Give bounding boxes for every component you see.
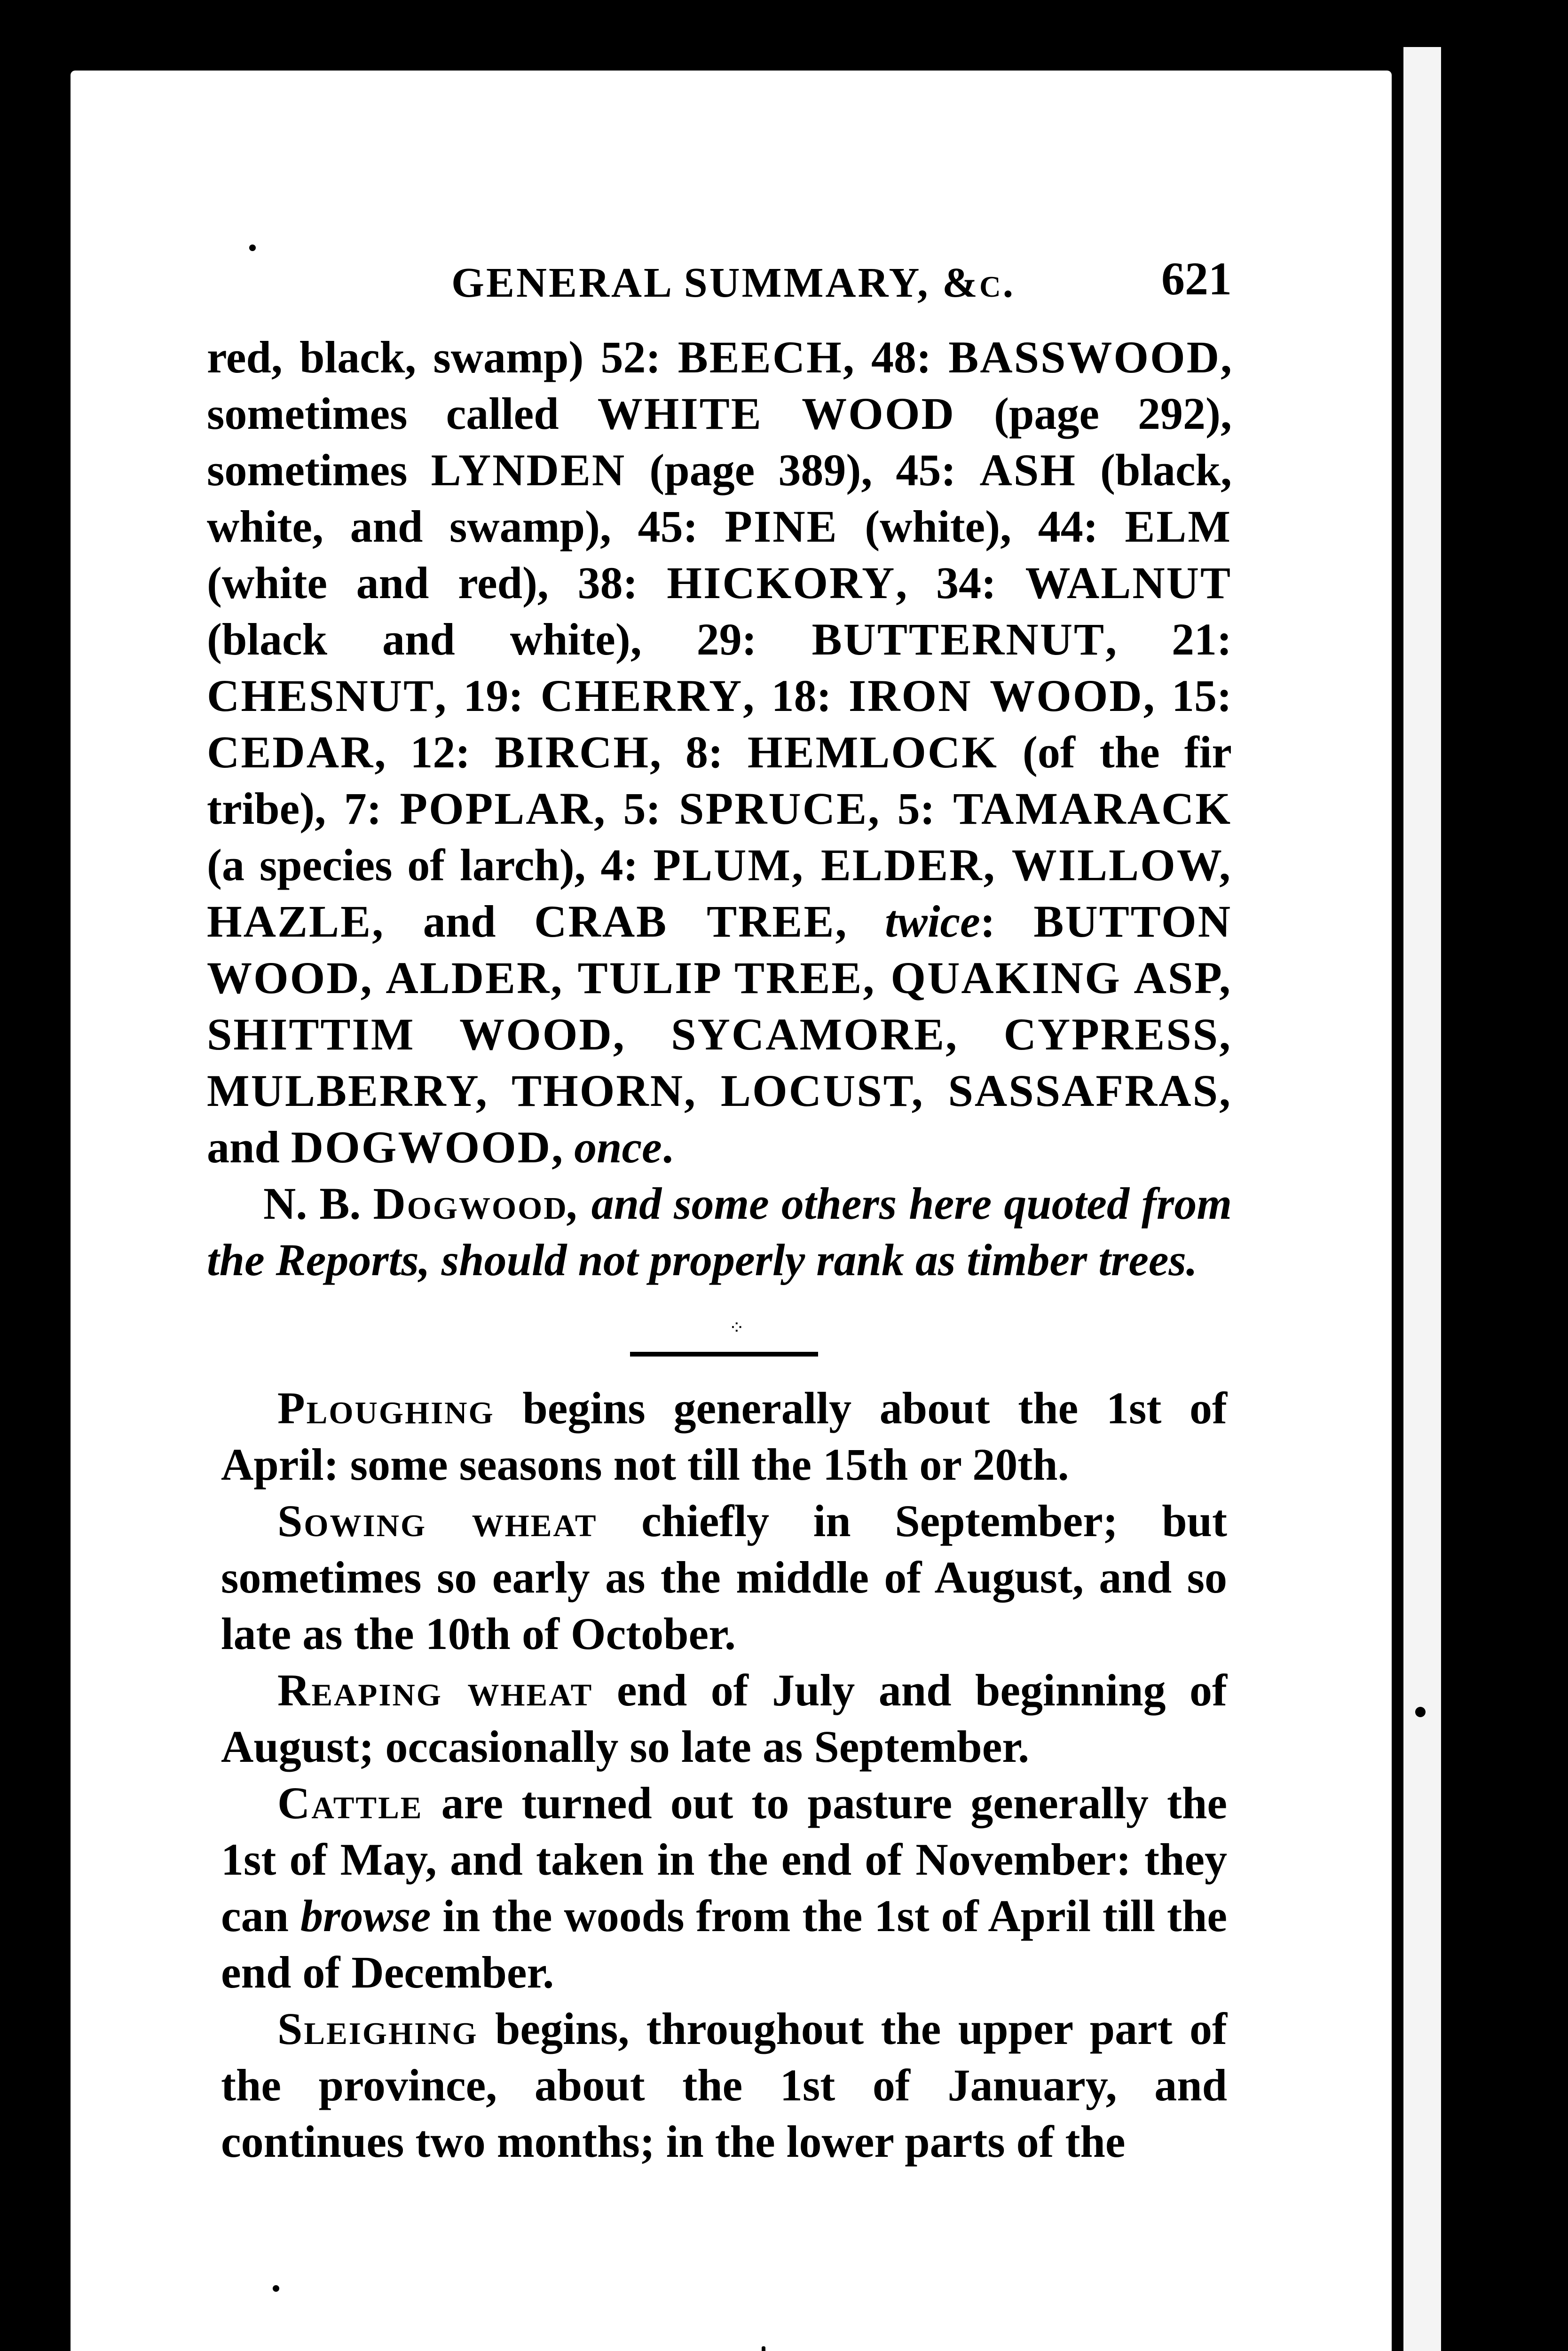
tree-name: CRAB TREE: [534, 896, 835, 947]
tree-name: POPLAR: [400, 783, 594, 834]
tree-name: HEMLOCK: [747, 727, 998, 777]
text-run: , 21:: [1105, 614, 1232, 664]
tree-name: BEECH: [678, 332, 843, 382]
tree-list-paragraph: [207, 329, 1232, 1288]
cattle-paragraph: [221, 1775, 1227, 2001]
page-header: [207, 245, 1232, 306]
text-run: .: [662, 1122, 673, 1172]
tree-name: BASSWOOD: [948, 332, 1221, 382]
reaping-paragraph: [221, 1662, 1227, 1775]
text-run: , sometimes called: [207, 332, 1232, 439]
reaping-head: Reaping wheat: [277, 1665, 593, 1715]
print-speck: [273, 2285, 279, 2292]
tree-name: TAMARACK: [953, 783, 1232, 834]
text-run: red, black, swamp) 52:: [207, 332, 678, 382]
emphasis-text: once: [574, 1122, 662, 1172]
tree-name: CHESNUT: [207, 671, 435, 721]
text-run: , 48:: [843, 332, 949, 382]
tree-name: WHITE WOOD: [597, 388, 955, 439]
text-run: ,: [552, 1122, 575, 1172]
text-run: (black, white, and swamp), 45:: [207, 445, 1232, 552]
section-rule: [630, 1352, 818, 1357]
tree-name: CEDAR: [207, 727, 375, 777]
text-run: (of the fir tribe), 7:: [207, 727, 1232, 834]
emphasis-text: twice: [885, 896, 980, 947]
tree-name: ELM: [1125, 501, 1232, 552]
tree-name: ASH: [979, 445, 1077, 495]
tree-name: IRON WOOD: [848, 671, 1143, 721]
ornament-mark: ⁘: [729, 1317, 745, 1338]
nb-text: , and some others here quoted from the Reports, should not properly rank as timber trees.: [207, 1178, 1232, 1285]
text-run: (white and red), 38:: [207, 558, 667, 608]
nb-dogwood: Dogwood: [373, 1178, 568, 1229]
cattle-text-end: in the woods from the 1st of April till the end of December.: [221, 1891, 1228, 1997]
text-run: , 15:: [1143, 671, 1232, 721]
text-run: , 5:: [593, 783, 679, 834]
sleighing-head: Sleighing: [277, 2004, 478, 2054]
cattle-head: Cattle: [277, 1778, 423, 1828]
farming-calendar: [221, 1380, 1227, 2170]
tree-list-text: [207, 329, 1232, 1176]
reaping-text: end of July and beginning of August; occasionally so late as September.: [221, 1665, 1227, 1772]
ploughing-head: Ploughing: [277, 1383, 495, 1433]
text-run: , 12:: [374, 727, 495, 777]
tree-name: PLUM, ELDER, WILLOW, HAZLE,: [207, 840, 1232, 947]
text-run: (a species of larch), 4:: [207, 840, 654, 890]
tree-name: LYNDEN: [431, 445, 626, 495]
sleighing-paragraph: [221, 2001, 1227, 2170]
cattle-browse: browse: [300, 1891, 431, 1941]
tree-name: BIRCH: [495, 727, 650, 777]
page-number: 621: [1161, 252, 1232, 305]
sowing-paragraph: [221, 1493, 1227, 1662]
text-run: (page 292), sometimes: [207, 388, 1232, 495]
ploughing-text: begins generally about the 1st of April: some seasons not till the 15th or 20th.: [221, 1383, 1227, 1490]
tree-name: BUTTON WOOD, ALDER, TULIP TREE, QUAKING ASP, SHITTIM WOOD, SYCAMORE, CYPRESS, MULBERRY, THORN, LOCUST, SASSAFRAS,: [207, 896, 1232, 1116]
text-run: , 5:: [868, 783, 953, 834]
nb-note: [207, 1176, 1232, 1288]
text-run: and: [385, 896, 535, 947]
tree-name: BUTTERNUT: [812, 614, 1106, 664]
page-edge-margin: [1403, 47, 1441, 2351]
text-run: , 18:: [743, 671, 849, 721]
cattle-text: are turned out to pasture generally the 1st of May, and taken in the end of November: they can: [221, 1778, 1227, 1941]
tree-name: WALNUT: [1025, 558, 1232, 608]
tree-name: DOGWOOD: [291, 1122, 552, 1172]
tree-name: SPRUCE: [679, 783, 868, 834]
text-run: , 8:: [649, 727, 748, 777]
sleighing-text: begins, throughout the upper part of the province, about the 1st of January, and continues two months; in the lower parts of the: [221, 2004, 1227, 2167]
text-run: and: [207, 1122, 291, 1172]
text-run: (white), 44:: [838, 501, 1125, 552]
tree-name: CHERRY: [540, 671, 743, 721]
text-run: , 19:: [435, 671, 541, 721]
nb-prefix: N. B.: [263, 1178, 373, 1229]
tree-name: HICKORY: [667, 558, 896, 608]
text-run: (black and white), 29:: [207, 614, 812, 664]
text-run: , 34:: [896, 558, 1025, 608]
ploughing-paragraph: [221, 1380, 1227, 1493]
print-speck: [1415, 1707, 1426, 1717]
text-run: ,: [835, 896, 885, 947]
print-speck: [249, 245, 256, 251]
text-run: :: [980, 896, 1034, 947]
sowing-text: chiefly in September; but sometimes so early as the middle of August, and so late as the 10th of October.: [221, 1496, 1228, 1659]
running-head: GENERAL SUMMARY, &c.: [451, 260, 1016, 306]
text-run: (page 389), 45:: [626, 445, 980, 495]
sowing-head: Sowing wheat: [277, 1496, 598, 1546]
print-speck: [762, 2346, 765, 2351]
tree-name: PINE: [725, 501, 838, 552]
